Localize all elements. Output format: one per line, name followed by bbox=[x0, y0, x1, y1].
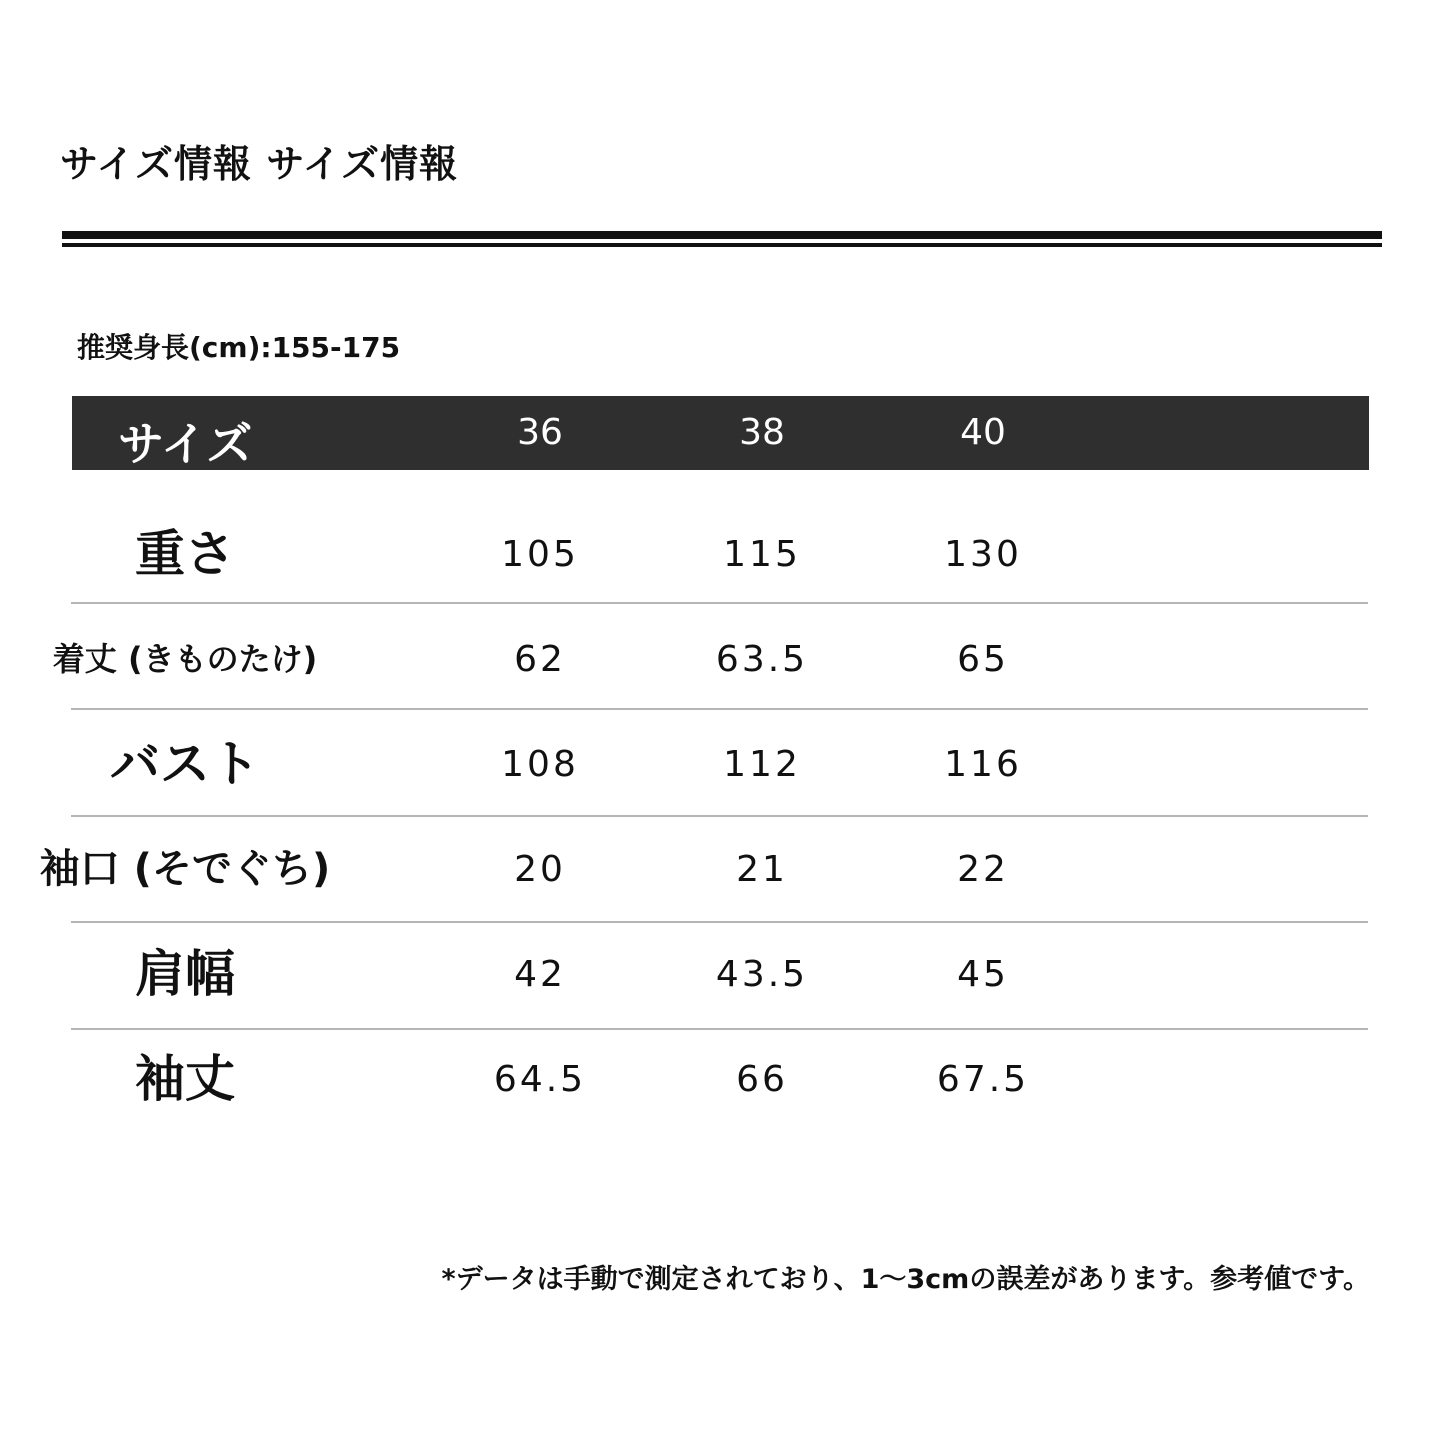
page-title: サイズ情報 サイズ情報 bbox=[60, 142, 459, 186]
table-cell: 65 bbox=[957, 639, 1009, 680]
table-cell: 42 bbox=[514, 954, 566, 995]
row-label-bust: バスト bbox=[110, 735, 260, 793]
table-row-length bbox=[0, 607, 1440, 712]
table-cell: 62 bbox=[514, 639, 566, 680]
table-cell: 67.5 bbox=[936, 1059, 1030, 1100]
table-cell: 64.5 bbox=[493, 1059, 587, 1100]
row-label-cuff: 袖口 (そでぐち) bbox=[39, 846, 331, 892]
table-cell: 63.5 bbox=[715, 639, 809, 680]
table-cell: 112 bbox=[723, 744, 801, 785]
table-cell: 21 bbox=[736, 849, 788, 890]
table-row-bust bbox=[0, 712, 1440, 817]
row-divider bbox=[71, 708, 1368, 710]
title-rule-thick bbox=[62, 231, 1382, 239]
table-cell: 45 bbox=[957, 954, 1009, 995]
recommended-height: 推奨身長(cm):155-175 bbox=[77, 331, 401, 364]
row-label-length: 着丈 (きものたけ) bbox=[52, 640, 318, 678]
table-cell: 130 bbox=[944, 534, 1022, 575]
row-label-sleeve: 袖丈 bbox=[135, 1050, 235, 1108]
table-cell: 43.5 bbox=[715, 954, 809, 995]
title-rule-thin bbox=[62, 243, 1382, 247]
measurement-footnote: *データは手動で測定されており、1～3cmの誤差があります。参考値です。 bbox=[441, 1264, 1370, 1295]
row-label-weight: 重さ bbox=[135, 525, 235, 583]
table-cell: 116 bbox=[944, 744, 1022, 785]
size-header-38: 38 bbox=[739, 412, 785, 453]
table-cell: 115 bbox=[723, 534, 801, 575]
table-cell: 66 bbox=[736, 1059, 788, 1100]
table-row-cuff bbox=[0, 817, 1440, 922]
row-divider bbox=[71, 602, 1368, 604]
table-cell: 105 bbox=[501, 534, 579, 575]
table-row-weight bbox=[0, 502, 1440, 607]
size-header-label: サイズ bbox=[118, 417, 253, 471]
size-header-40: 40 bbox=[960, 412, 1006, 453]
table-row-sleeve bbox=[0, 1027, 1440, 1132]
size-header-36: 36 bbox=[517, 412, 563, 453]
table-row-shoulder bbox=[0, 922, 1440, 1027]
row-label-shoulder: 肩幅 bbox=[135, 945, 235, 1003]
table-cell: 108 bbox=[501, 744, 579, 785]
table-cell: 20 bbox=[514, 849, 566, 890]
table-cell: 22 bbox=[957, 849, 1009, 890]
